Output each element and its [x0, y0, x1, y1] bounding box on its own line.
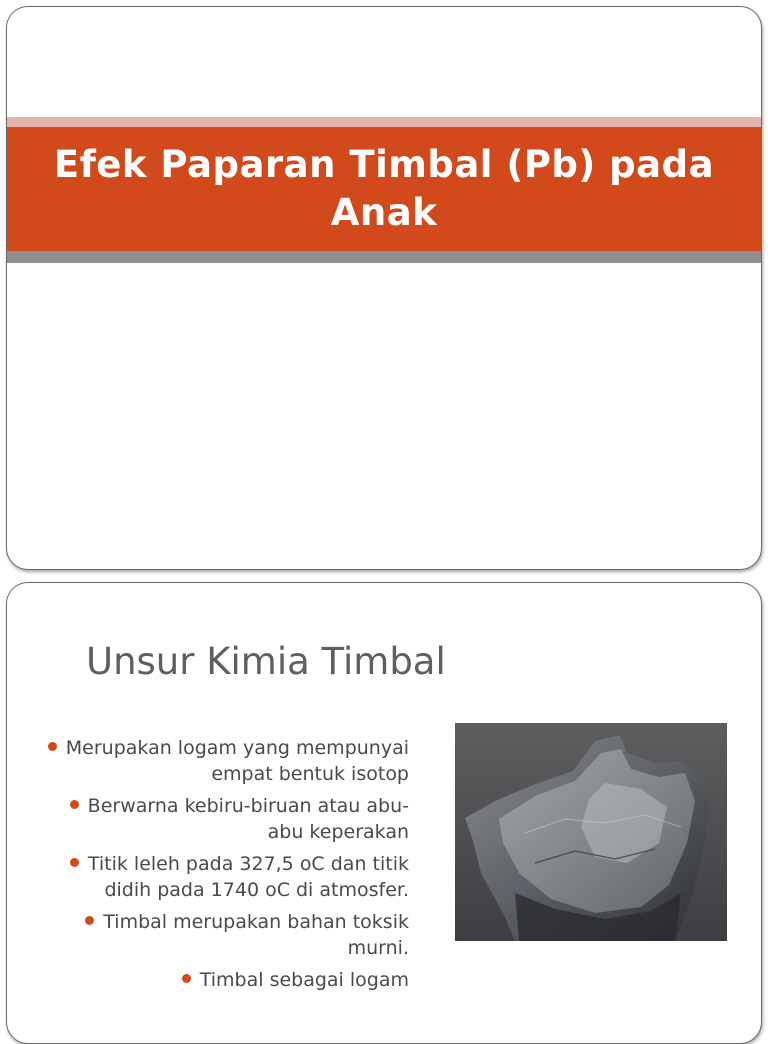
- bullet-dot-icon: [70, 858, 79, 867]
- bullet-dot-icon: [182, 974, 191, 983]
- bullet-list: [37, 735, 409, 999]
- bullet-item: [37, 909, 409, 961]
- bullet-dot-icon: [70, 800, 79, 809]
- slide-title: Efek Paparan Timbal (Pb) pada Anak: [53, 143, 715, 234]
- bullet-text: Merupakan logam yang mempunyai empat bentuk isotop: [65, 737, 409, 785]
- bullet-item: [37, 735, 409, 787]
- title-band-bottom-stripe: [7, 251, 761, 263]
- bullet-item: [37, 851, 409, 903]
- title-slide: [6, 6, 762, 570]
- bullet-text: Titik leleh pada 327,5 oC dan titik didih pada 1740 oC di atmosfer.: [87, 853, 409, 901]
- bullet-dot-icon: [85, 916, 94, 925]
- bullet-item: [37, 793, 409, 845]
- bullet-dot-icon: [48, 742, 57, 751]
- content-slide: [6, 582, 762, 1044]
- title-band: [7, 127, 761, 251]
- bullet-text: Berwarna kebiru-biruan atau abu-abu keperakan: [87, 795, 409, 843]
- bullet-text: Timbal sebagai logam: [199, 969, 409, 991]
- lead-ore-photo: [455, 723, 727, 941]
- bullet-item: [37, 967, 409, 993]
- title-band-top-stripe: [7, 117, 761, 127]
- slide-heading: Unsur Kimia Timbal: [86, 640, 446, 683]
- bullet-text: Timbal merupakan bahan toksik murni.: [103, 911, 409, 959]
